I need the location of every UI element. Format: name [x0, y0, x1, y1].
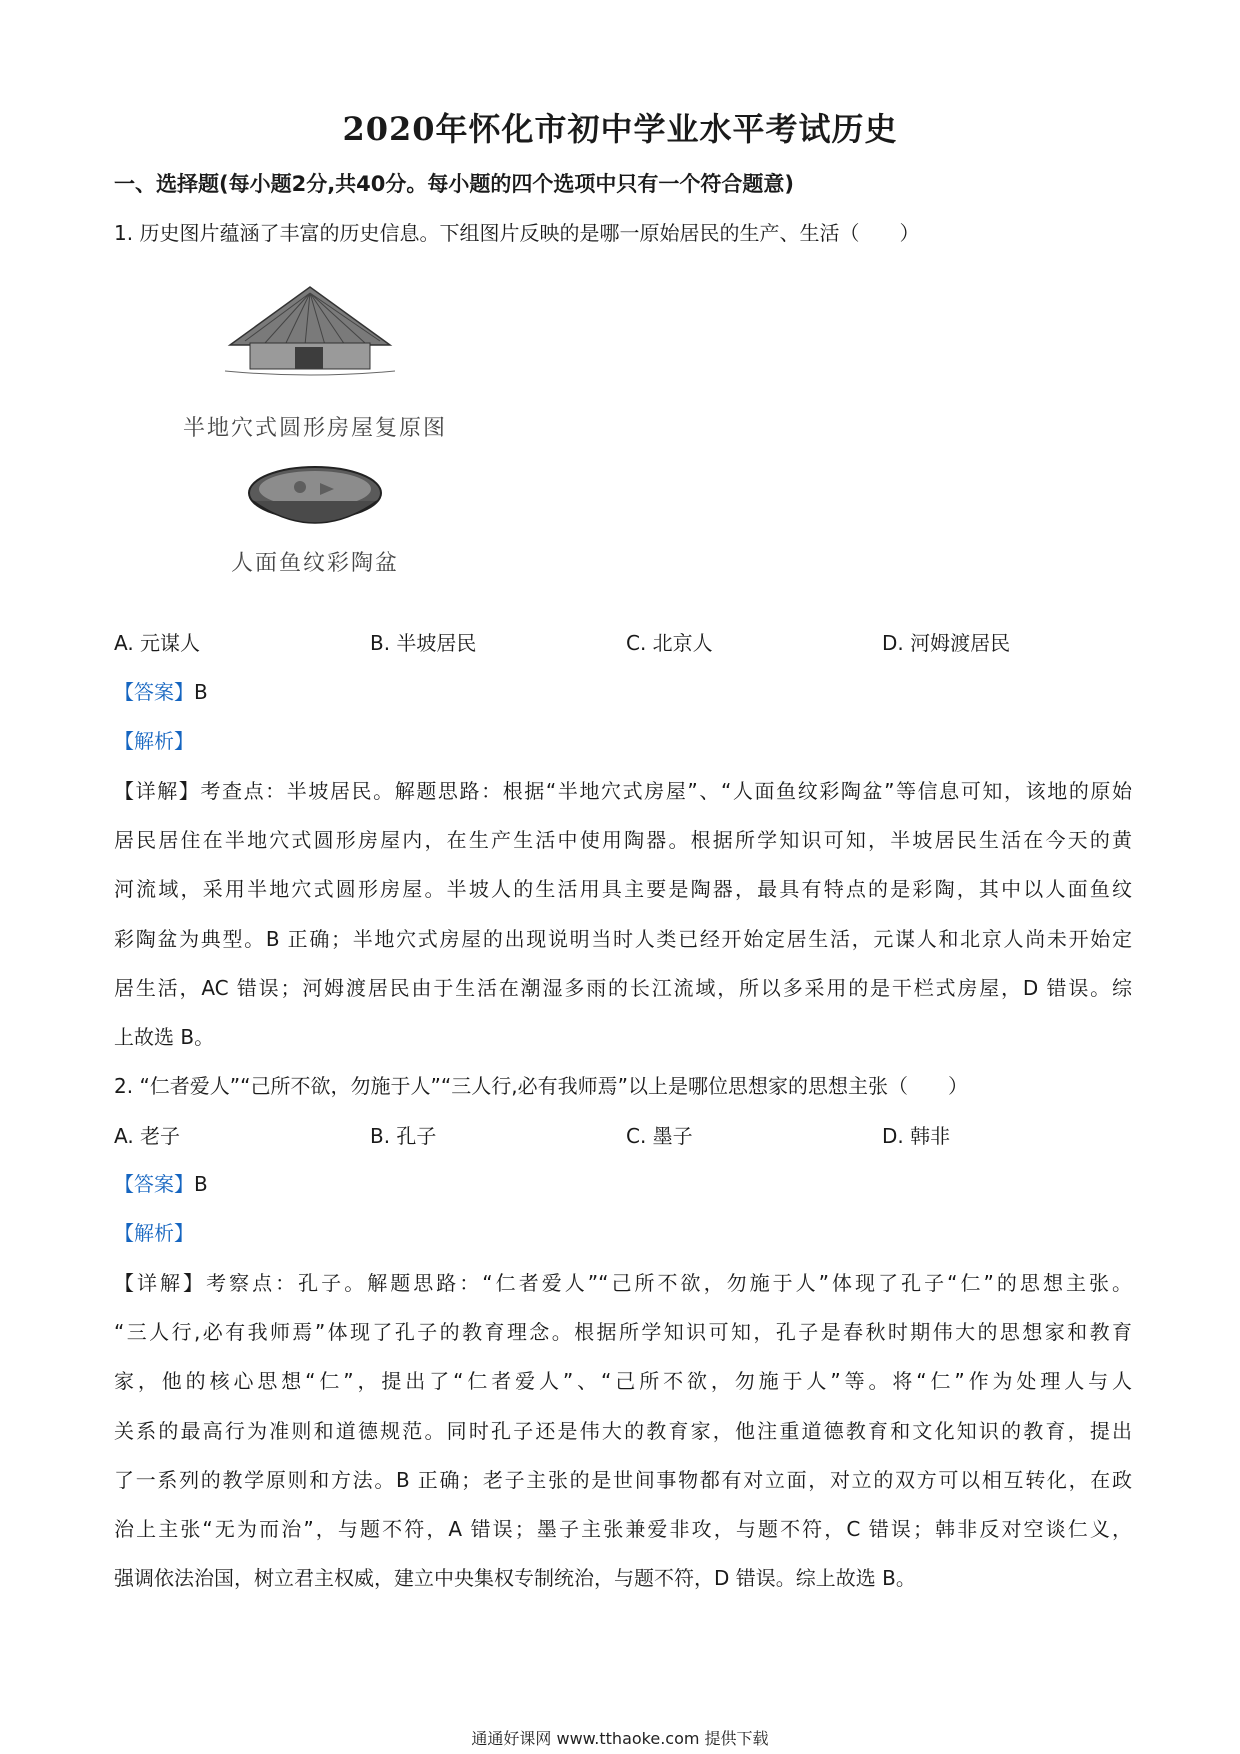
q2-detail-line-5: 了一系列的教学原则和方法。B 正确；老子主张的是世间事物都有对立面，对立的双方可以相互转化，在政	[114, 1468, 1132, 1492]
q2-detail-text-1: 考察点：孔子。解题思路：“仁者爱人”“己所不欲，勿施于人”体现了孔子“仁”的思想主张。	[206, 1271, 1133, 1295]
q1-detail-label: 【详解】	[114, 779, 201, 803]
q2-answer	[114, 1169, 1132, 1199]
q2-detail-line-6: 治上主张“无为而治”，与题不符，A 错误；墨子主张兼爱非攻，与题不符，C 错误；韩非反对空谈仁义，	[114, 1517, 1132, 1541]
q2-option-d[interactable]: D. 韩非	[882, 1124, 951, 1148]
q2-detail-line-2: “三人行,必有我师焉”体现了孔子的教育理念。根据所学知识可知，孔子是春秋时期伟大的思想家和教育	[114, 1320, 1132, 1344]
q2-detail-line-1	[114, 1268, 1132, 1298]
pot-illustration	[249, 467, 381, 523]
q1-answer-value: B	[194, 680, 208, 704]
q1-answer-label: 【答案】	[114, 680, 194, 704]
q2-answer-label: 【答案】	[114, 1172, 194, 1196]
q1-detail-line-2: 居民居住在半地穴式圆形房屋内，在生产生活中使用陶器。根据所学知识可知，半坡居民生活在今天的黄	[114, 828, 1132, 852]
q2-option-a[interactable]: A. 老子	[114, 1124, 181, 1148]
q2-detail-line-7: 强调依法治国，树立君主权威，建立中央集权专制统治，与题不符，D 错误。综上故选 B。	[114, 1566, 916, 1590]
q1-detail-line-5: 居生活，AC 错误；河姆渡居民由于生活在潮湿多雨的长江流域，所以多采用的是干栏式房屋，D 错误。综	[114, 976, 1132, 1000]
footer-watermark: 通通好课网 www.tthaoke.com 提供下载	[471, 1729, 769, 1748]
q2-detail-label: 【详解】	[114, 1271, 207, 1295]
q1-stem: 1. 历史图片蕴涵了丰富的历史信息。下组图片反映的是哪一原始居民的生产、生活（ ）	[114, 221, 920, 245]
page-title: 2020年怀化市初中学业水平考试历史	[342, 110, 898, 148]
q2-answer-value: B	[194, 1172, 208, 1196]
q1-detail-line-1	[114, 776, 1132, 806]
q2-stem: 2. “仁者爱人”“己所不欲，勿施于人”“三人行,必有我师焉”以上是哪位思想家的思想主张（ ）	[114, 1074, 968, 1098]
hut-illustration	[225, 287, 395, 375]
q1-figure	[155, 275, 475, 595]
q2-detail-line-4: 关系的最高行为准则和道德规范。同时孔子还是伟大的教育家，他注重道德教育和文化知识的教育，提出	[114, 1419, 1132, 1443]
q1-detail-line-6: 上故选 B。	[114, 1025, 215, 1049]
q2-analysis-label: 【解析】	[114, 1221, 194, 1245]
q1-option-b[interactable]: B. 半坡居民	[370, 631, 477, 655]
q1-detail-line-4: 彩陶盆为典型。B 正确；半地穴式房屋的出现说明当时人类已经开始定居生活，元谋人和北京人尚未开始定	[114, 927, 1132, 951]
q2-options	[114, 1120, 1132, 1150]
q1-option-a[interactable]: A. 元谋人	[114, 631, 201, 655]
q1-analysis-label: 【解析】	[114, 729, 194, 753]
caption-house: 半地穴式圆形房屋复原图	[182, 416, 448, 441]
q2-option-b[interactable]: B. 孔子	[370, 1124, 437, 1148]
q1-answer	[114, 677, 1132, 707]
caption-pot: 人面鱼纹彩陶盆	[230, 551, 400, 576]
q1-option-d[interactable]: D. 河姆渡居民	[882, 631, 1011, 655]
section-heading: 一、选择题(每小题2分,共40分。每小题的四个选项中只有一个符合题意)	[114, 172, 795, 196]
q1-detail-text-1: 考查点：半坡居民。解题思路：根据“半地穴式房屋”、“人面鱼纹彩陶盆”等信息可知，该地的原始	[200, 779, 1133, 803]
q2-detail-line-3: 家，他的核心思想“仁”，提出了“仁者爱人”、“己所不欲，勿施于人”等。将“仁”作为处理人与人	[114, 1369, 1132, 1393]
q2-option-c[interactable]: C. 墨子	[626, 1124, 693, 1148]
q1-options	[114, 627, 1132, 657]
q1-detail-line-3: 河流域，采用半地穴式圆形房屋。半坡人的生活用具主要是陶器，最具有特点的是彩陶，其中以人面鱼纹	[114, 877, 1132, 901]
q1-option-c[interactable]: C. 北京人	[626, 631, 713, 655]
